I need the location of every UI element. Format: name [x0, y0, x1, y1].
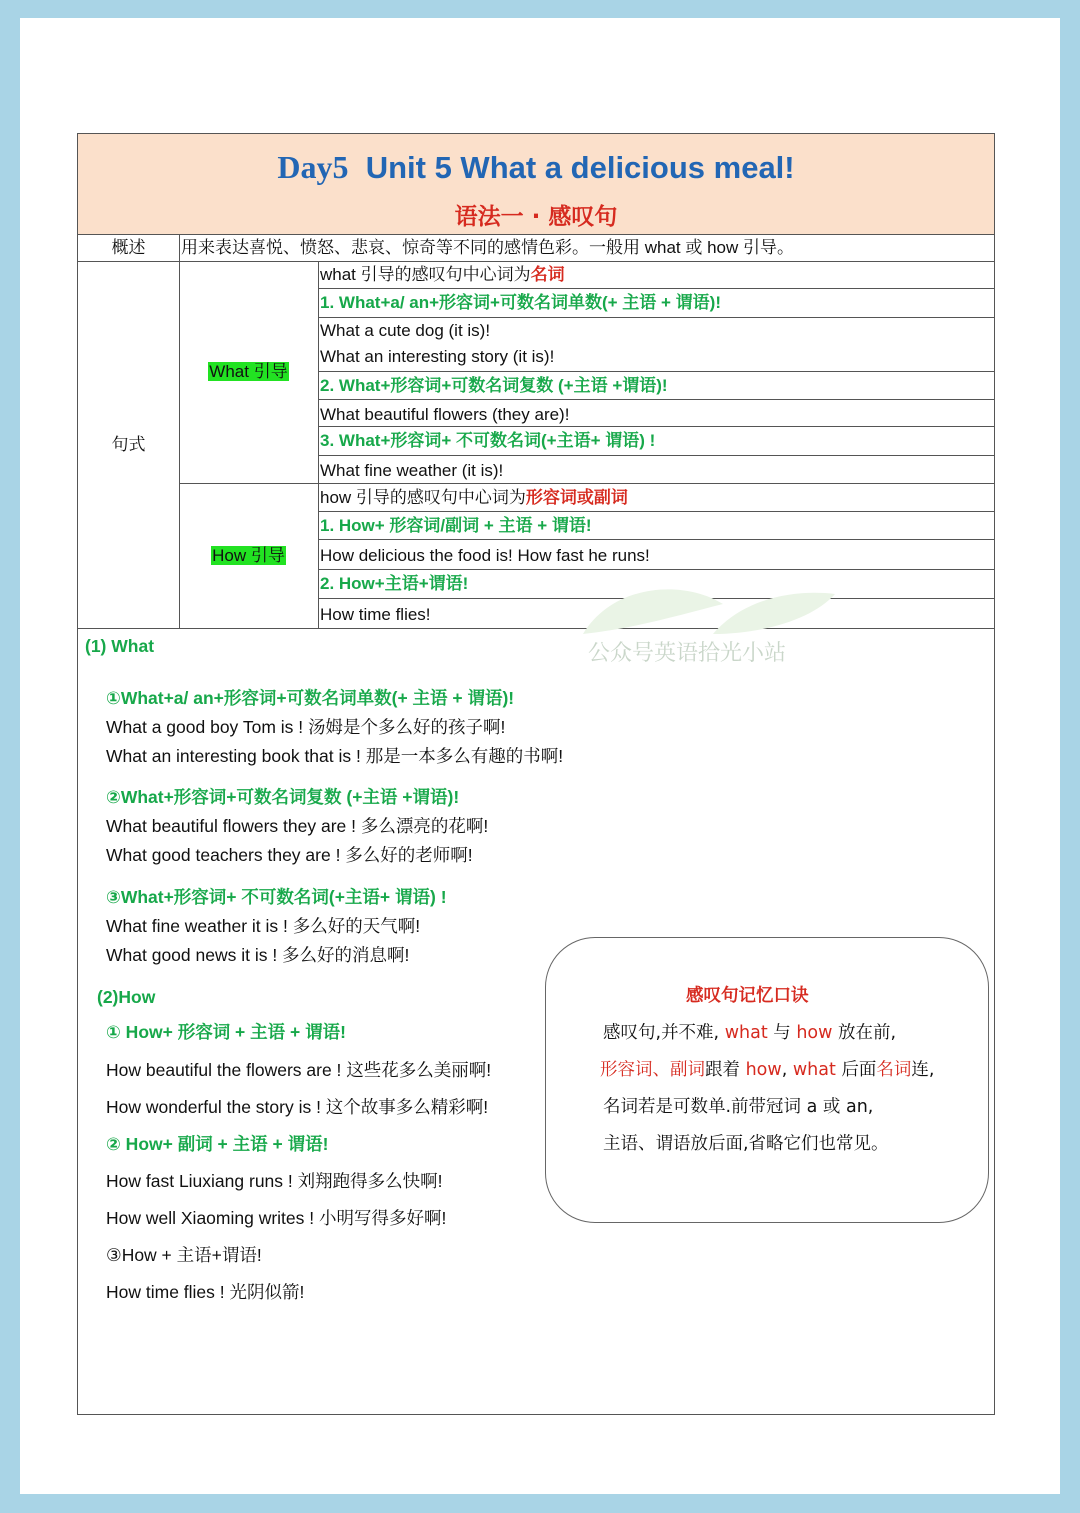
detail-what-heading: (1) What [85, 636, 155, 656]
divider [318, 288, 994, 289]
how-intro-key: 形容词或副词 [525, 488, 628, 507]
what-tag: What 引导 [209, 362, 288, 381]
mnemonic-keyword: 名词 [876, 1060, 912, 1080]
divider [318, 399, 994, 400]
divider [318, 371, 994, 372]
mnemonic-text: 放在前, [832, 1023, 897, 1043]
what-intro-key: 名词 [530, 265, 565, 284]
mnemonic-text: 跟着 [705, 1060, 746, 1080]
pattern-label: 句式 [111, 435, 146, 454]
mnemonic-line-3: 名词若是可数单.前带冠词 a 或 an, [603, 1097, 874, 1117]
overview-text: 用来表达喜悦、愤怒、悲哀、惊奇等不同的感情色彩。一般用 what 或 how 引导。 [181, 238, 794, 257]
detail-how-example: How beautiful the flowers are ! 这些花多么美丽啊! [106, 1060, 492, 1080]
detail-how-rule-3: ③How + 主语+谓语! [106, 1245, 262, 1265]
divider [318, 455, 994, 456]
what-example-3: What fine weather (it is)! [320, 461, 504, 480]
what-intro-text: what 引导的感叹句中心词为 [320, 265, 531, 284]
grammar-sheet [77, 133, 995, 1415]
detail-what-rule-1: ①What+a/ an+形容词+可数名词单数(+ 主语 + 谓语)! [106, 688, 515, 708]
detail-what-example: What an interesting book that is ! 那是一本多么有趣的书啊! [106, 746, 564, 766]
mnemonic-text: 与 [767, 1023, 797, 1043]
mnemonic-keyword: how [796, 1023, 833, 1043]
how-rule-2: 2. How+主语+谓语! [320, 574, 469, 593]
mnemonic-text: 感叹句,并不难, [603, 1023, 725, 1043]
what-intro [320, 265, 565, 285]
detail-what-example: What beautiful flowers they are ! 多么漂亮的花啊! [106, 816, 489, 836]
mnemonic-keyword: how [745, 1060, 782, 1080]
detail-how-example: How well Xiaoming writes ! 小明写得多好啊! [106, 1208, 447, 1228]
mnemonic-keyword: 形容词、副词 [600, 1060, 705, 1080]
what-tag-cell [179, 261, 318, 483]
detail-how-rule-2: ② How+ 副词 + 主语 + 谓语! [106, 1134, 329, 1154]
mnemonic-text: 连, [911, 1060, 935, 1080]
watermark: 公众号英语拾光小站 [588, 641, 787, 666]
how-intro [320, 488, 628, 508]
what-example-2: What beautiful flowers (they are)! [320, 405, 570, 424]
mnemonic-text: , [781, 1060, 793, 1080]
how-intro-text: how 引导的感叹句中心词为 [320, 488, 526, 507]
watermark-leaf-icon [573, 574, 843, 644]
detail-what-example: What fine weather it is ! 多么好的天气啊! [106, 916, 421, 936]
how-example-1: How delicious the food is! How fast he runs! [320, 546, 650, 565]
detail-what-rule-3: ③What+形容词+ 不可数名词(+主语+ 谓语) ! [106, 887, 447, 907]
detail-how-example: How fast Liuxiang runs ! 刘翔跑得多么快啊! [106, 1171, 443, 1191]
page [20, 18, 1060, 1494]
divider [318, 569, 994, 570]
detail-what-example: What good teachers they are ! 多么好的老师啊! [106, 845, 473, 865]
mnemonic-line-2 [600, 1059, 935, 1081]
mnemonic-keyword: what [724, 1023, 768, 1043]
detail-what-rule-2: ②What+形容词+可数名词复数 (+主语 +谓语)! [106, 787, 460, 807]
grammar-heading: 语法一 · 感叹句 [78, 200, 994, 235]
mnemonic-text: 后面 [835, 1060, 877, 1080]
page-title [78, 134, 994, 201]
detail-how-example: How time flies ! 光阴似箭! [106, 1282, 305, 1302]
mnemonic-title: 感叹句记忆口诀 [686, 986, 809, 1006]
mnemonic-line-4: 主语、谓语放后面,省略它们也常见。 [603, 1134, 889, 1154]
how-tag: How 引导 [212, 546, 285, 565]
divider [78, 628, 994, 629]
what-rule-2: 2. What+形容词+可数名词复数 (+主语 +谓语)! [320, 376, 668, 395]
divider [318, 511, 994, 512]
how-tag-cell [179, 483, 318, 628]
divider [318, 539, 994, 540]
detail-how-heading: (2)How [97, 987, 156, 1007]
what-rule-3: 3. What+形容词+ 不可数名词(+主语+ 谓语) ! [320, 431, 656, 450]
divider [179, 234, 180, 261]
detail-what-example: What a good boy Tom is ! 汤姆是个多么好的孩子啊! [106, 717, 506, 737]
overview-label: 概述 [111, 238, 146, 257]
how-rule-1: 1. How+ 形容词/副词 + 主语 + 谓语! [320, 516, 592, 535]
title-day: Day5 [277, 149, 349, 185]
what-rule-1: 1. What+a/ an+形容词+可数名词单数(+ 主语 + 谓语)! [320, 293, 721, 312]
what-example-1a: What a cute dog (it is)! [320, 321, 491, 340]
mnemonic-keyword: what [792, 1060, 836, 1080]
detail-how-rule-1: ① How+ 形容词 + 主语 + 谓语! [106, 1022, 346, 1042]
detail-how-example: How wonderful the story is ! 这个故事多么精彩啊! [106, 1097, 489, 1117]
title-unit: Unit 5 What a delicious meal! [365, 150, 795, 185]
detail-what-example: What good news it is ! 多么好的消息啊! [106, 945, 410, 965]
how-example-2: How time flies! [320, 605, 431, 624]
what-example-1b: What an interesting story (it is)! [320, 347, 555, 366]
divider [318, 317, 994, 318]
divider [318, 426, 994, 427]
mnemonic-line-1 [603, 1022, 896, 1044]
